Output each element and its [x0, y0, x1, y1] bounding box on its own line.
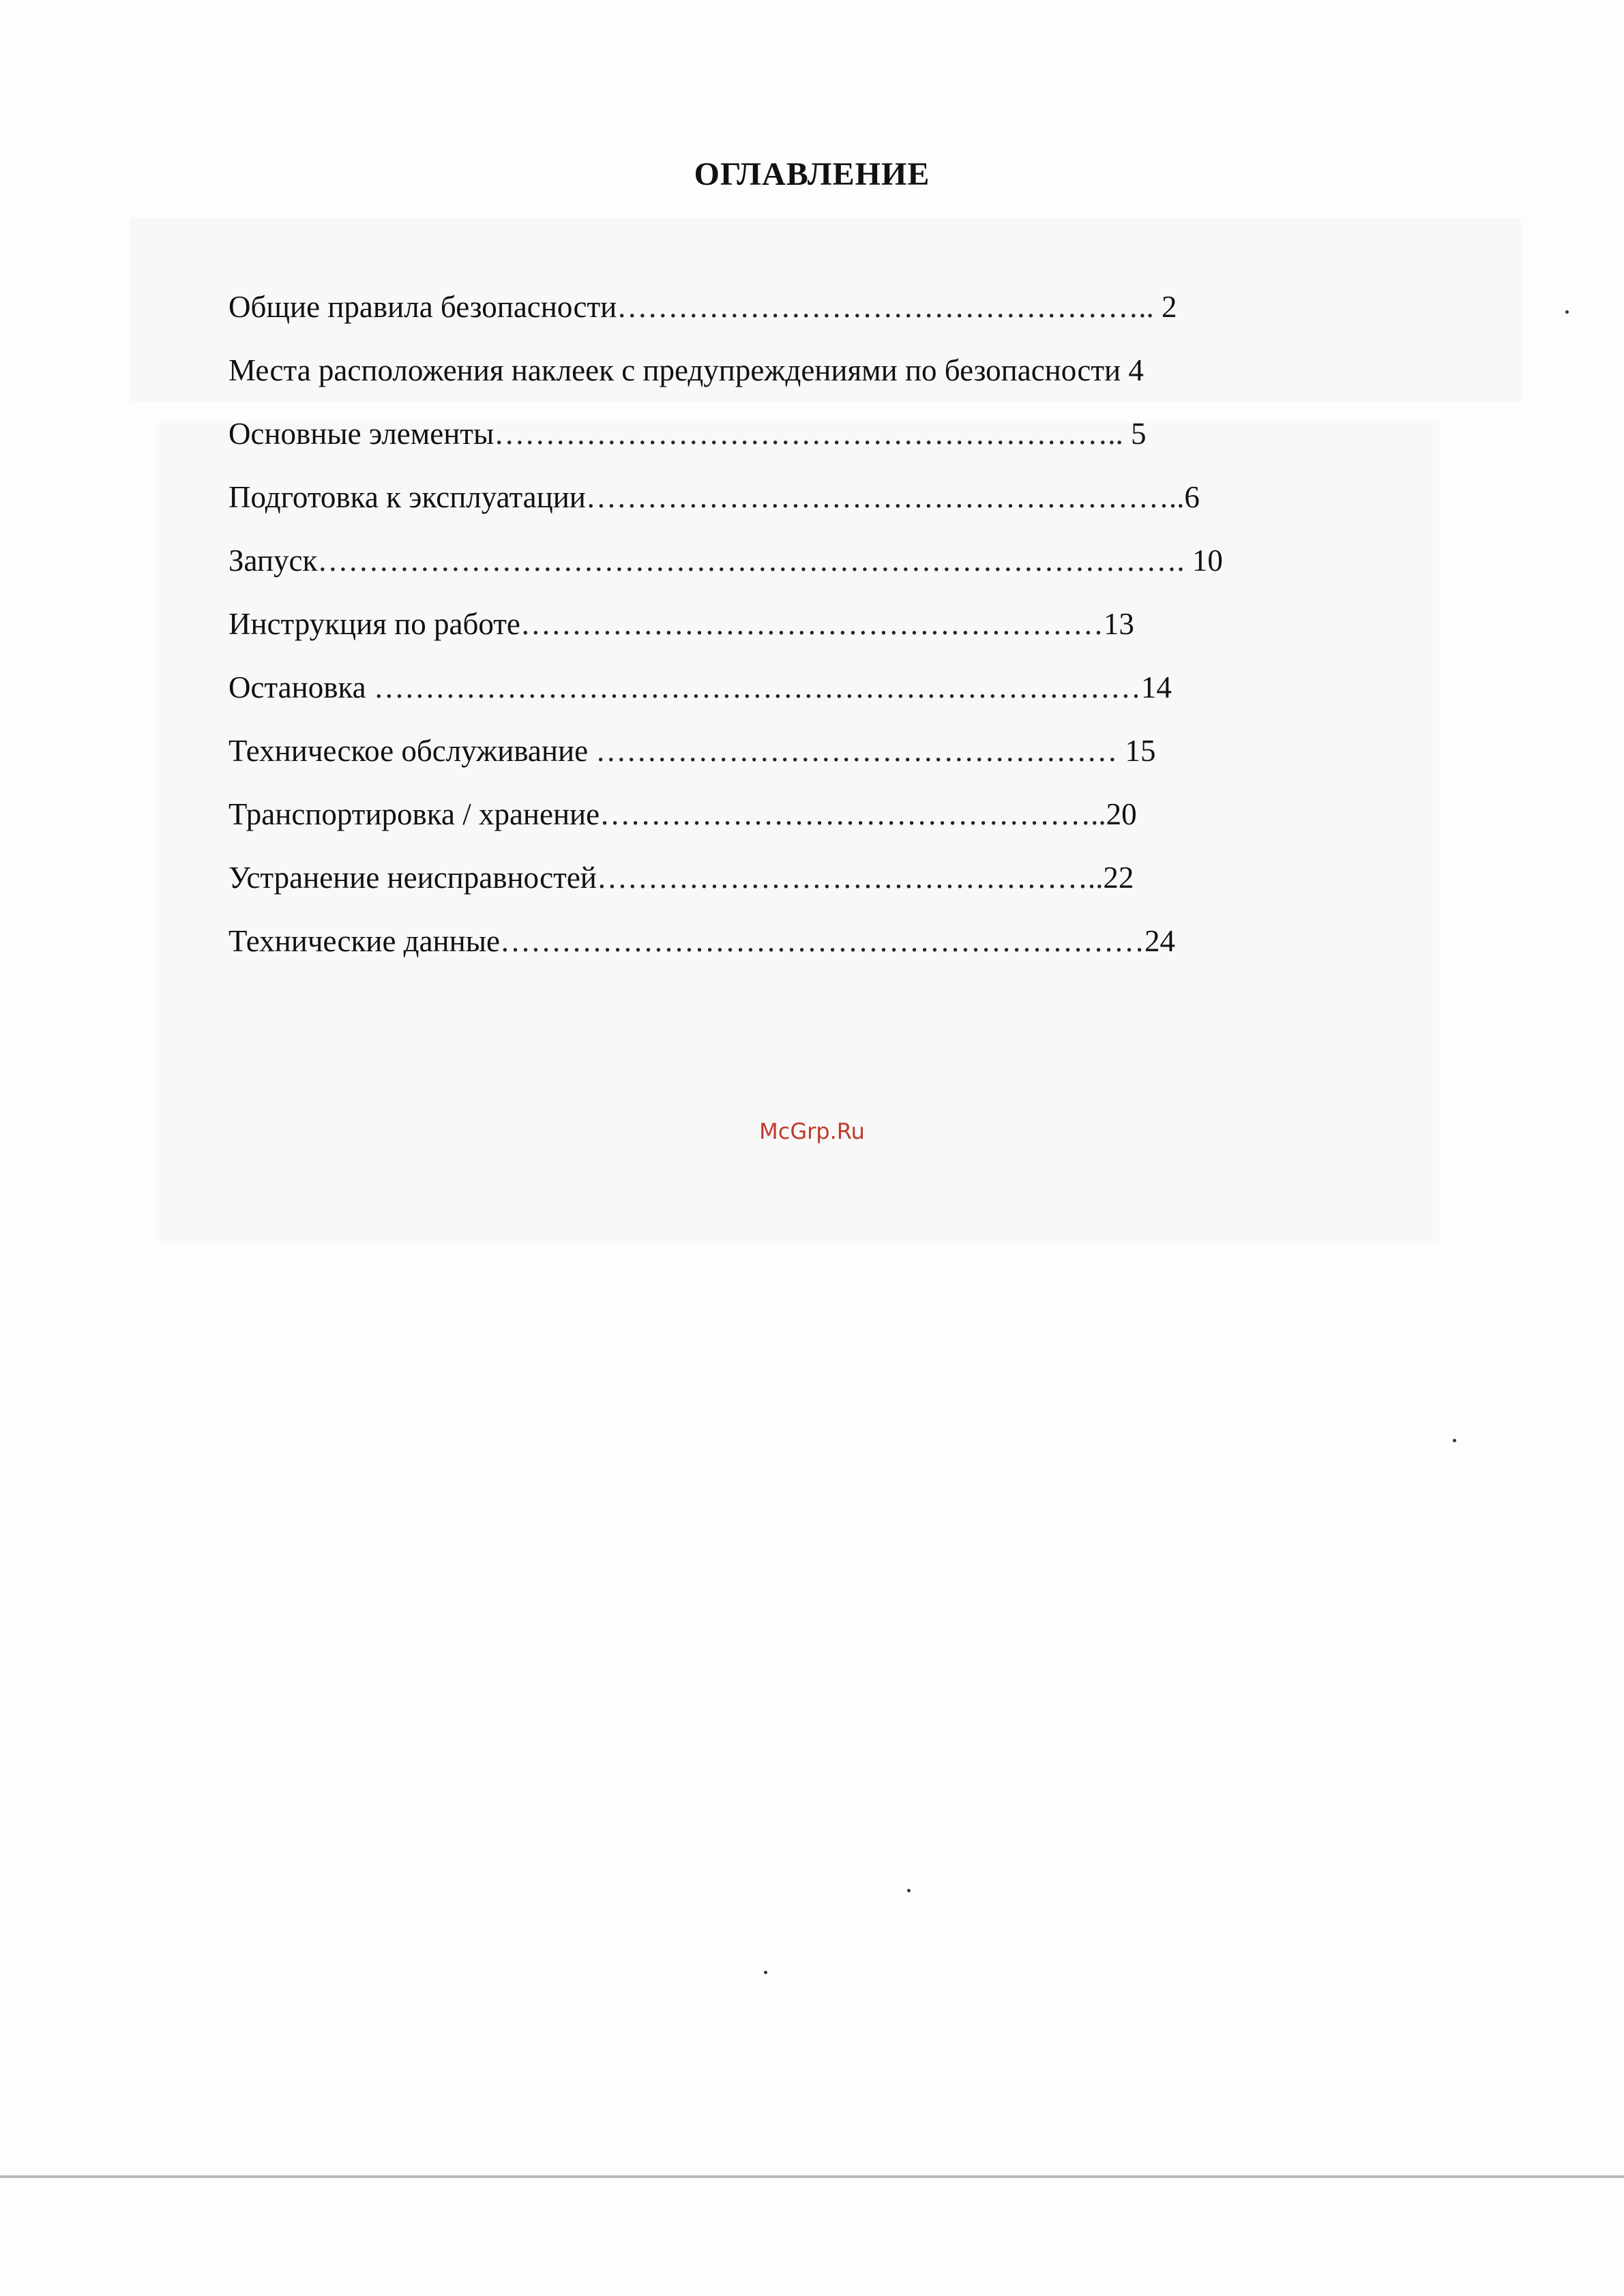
toc-entry-label: Устранение неисправностей — [228, 861, 597, 895]
watermark-text: McGrp.Ru — [759, 1118, 865, 1144]
toc-entry-label: Техническое обслуживание — [228, 734, 589, 768]
toc-page-number: 14 — [1140, 670, 1172, 704]
toc-entry-label: Инструкция по работе — [228, 607, 520, 641]
scan-speck — [1565, 310, 1569, 314]
toc-leader-dots: ……………………………………………………… — [499, 924, 1145, 958]
page-bottom-edge — [0, 2175, 1624, 2178]
table-of-contents — [228, 276, 1320, 974]
toc-entry-label: Места расположения наклеек с предупреждениями по безопасности — [228, 353, 1121, 387]
toc-entry[interactable] — [228, 720, 1320, 784]
toc-entry-label: Общие правила безопасности — [228, 290, 617, 324]
toc-entry[interactable] — [228, 466, 1320, 530]
page-title: ОГЛАВЛЕНИЕ — [694, 156, 930, 192]
toc-page-number: 20 — [1106, 797, 1137, 831]
toc-entry[interactable] — [228, 847, 1320, 910]
toc-entry-label: Запуск — [228, 543, 318, 578]
toc-leader-dots: ………………………………………….. — [596, 861, 1104, 895]
scan-speck — [764, 1971, 767, 1974]
toc-leader-dots: …………………………………………………….. — [494, 417, 1123, 451]
toc-entry-label: Основные элементы — [228, 417, 494, 451]
toc-entry[interactable] — [228, 340, 1320, 403]
toc-entry[interactable] — [228, 910, 1320, 974]
toc-entry[interactable] — [228, 530, 1320, 593]
toc-entry[interactable] — [228, 593, 1320, 657]
toc-entry-label: Остановка — [228, 670, 366, 704]
toc-page-number: 24 — [1144, 924, 1175, 958]
toc-page-number: 13 — [1103, 607, 1134, 641]
toc-page-number: 4 — [1121, 353, 1144, 387]
toc-leader-dots: ………………………………………….. — [600, 797, 1106, 831]
toc-leader-dots: ………………………………………………… — [520, 607, 1104, 641]
toc-leader-dots: …………………………………………………………………………. — [317, 543, 1185, 578]
scan-speck — [1453, 1439, 1456, 1442]
toc-entry-label: Технические данные — [228, 924, 500, 958]
toc-page-number: 22 — [1103, 861, 1134, 895]
toc-entry-label: Подготовка к эксплуатации — [228, 480, 586, 514]
toc-leader-dots: …………………………………………… — [588, 734, 1118, 768]
toc-leader-dots: ………………………………………………….. — [585, 480, 1185, 514]
toc-page-number: 6 — [1184, 480, 1200, 514]
toc-entry[interactable] — [228, 276, 1320, 340]
toc-entry[interactable] — [228, 784, 1320, 847]
toc-page-number: 15 — [1117, 734, 1156, 768]
toc-page-number: 5 — [1123, 417, 1147, 451]
toc-leader-dots: ………………………………………………………………… — [366, 670, 1141, 704]
scan-speck — [907, 1889, 911, 1892]
toc-page-number: 2 — [1153, 290, 1177, 324]
toc-leader-dots: …………………………………………….. — [617, 290, 1154, 324]
toc-entry[interactable] — [228, 403, 1320, 466]
toc-page-number: 10 — [1184, 543, 1223, 578]
toc-entry[interactable] — [228, 657, 1320, 720]
toc-entry-label: Транспортировка / хранение — [228, 797, 600, 831]
